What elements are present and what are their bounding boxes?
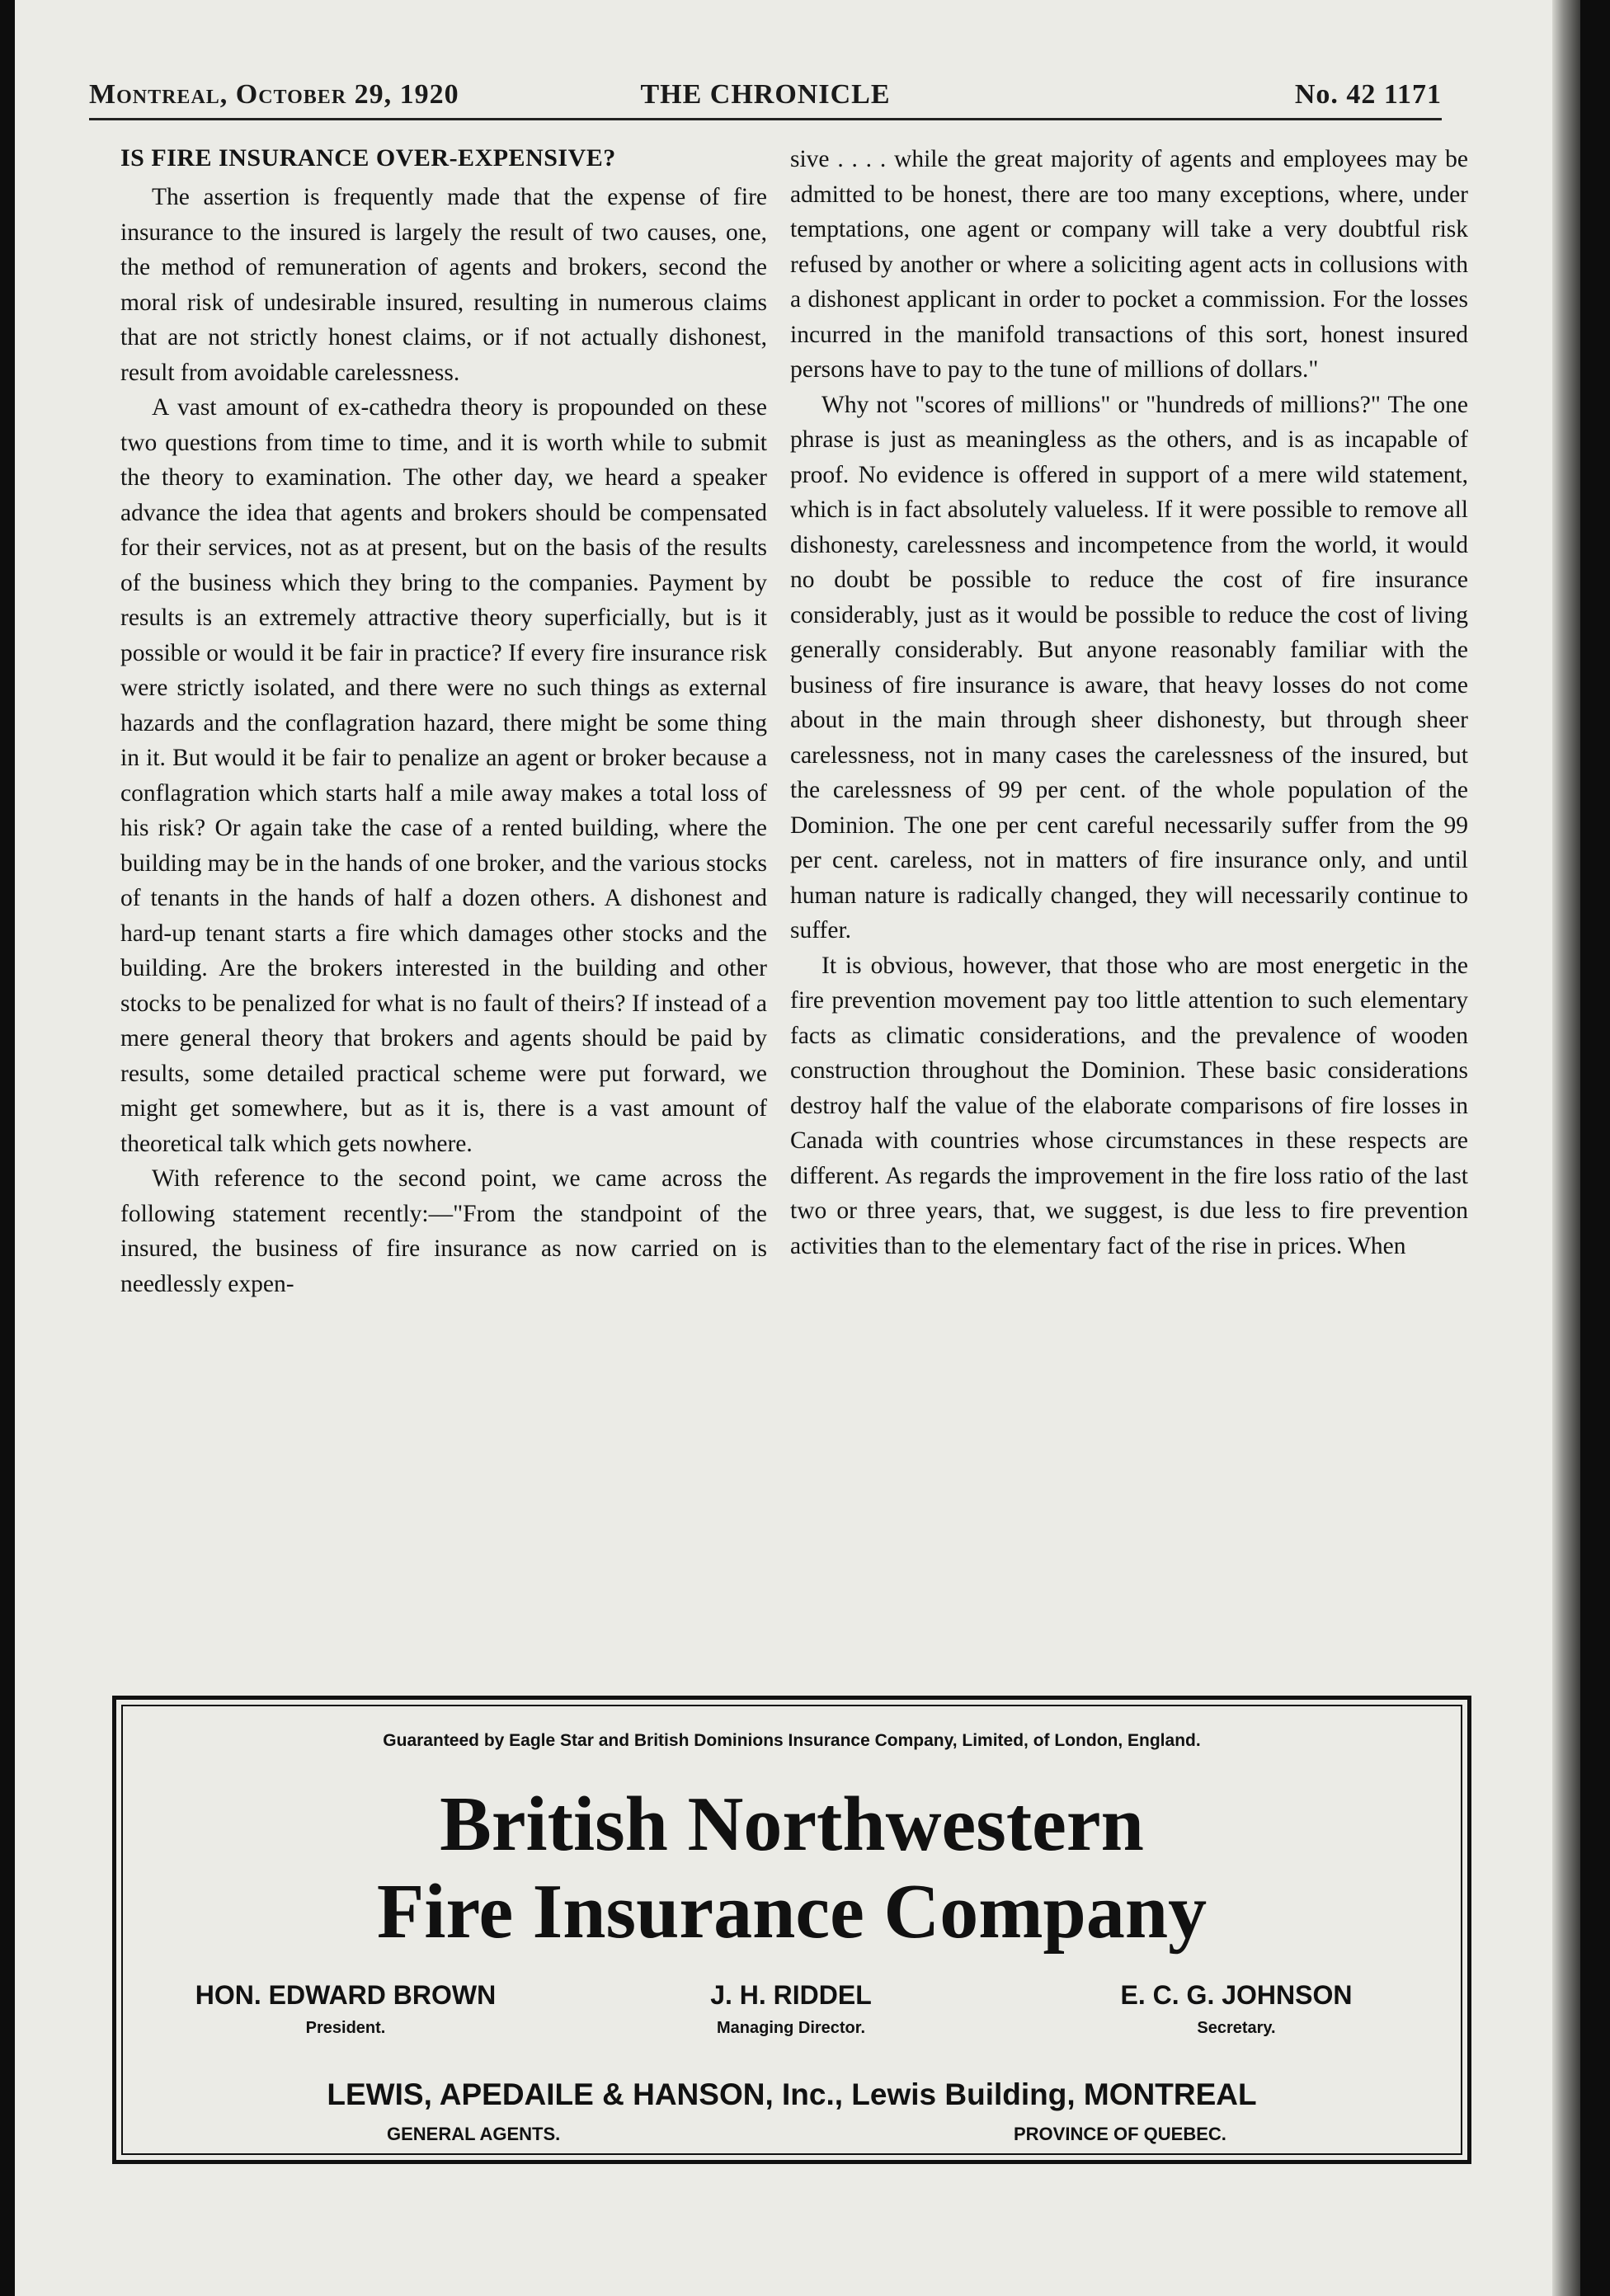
article-title: IS FIRE INSURANCE OVER-EXPENSIVE? (120, 144, 616, 172)
ad-officer-managing-director (618, 1980, 964, 2038)
page-binding-edge (1552, 0, 1580, 2296)
ad-officer-secretary (1063, 1980, 1410, 2038)
ad-general-agents-line: LEWIS, APEDAILE & HANSON, Inc., Lewis Building, MONTREAL (327, 2077, 1257, 2111)
insurance-advertisement (112, 1696, 1471, 2164)
officer-name: J. H. RIDDEL (710, 1980, 872, 2010)
article-column-left (120, 142, 767, 1301)
ad-province-label: PROVINCE OF QUEBEC. (1014, 2124, 1226, 2144)
ad-company-name-line2: Fire Insurance Company (376, 1869, 1208, 1955)
publication-title: THE CHRONICLE (640, 79, 891, 110)
article-paragraph-continued: sive . . . . while the great majority of agents and employees may be admitted to be honest, there are too many exceptions, where, under temptations, one agent or company will take a very doubtful risk refused by another or where a soliciting agent acts in collusions with a dishonest applicant in order to pocket a commission. For the losses incurred in the manifold transactions of this sort, honest insured persons have to pay to the tune of millions of dollars." (790, 146, 1468, 383)
advertisement-inner-border (121, 1705, 1462, 2155)
ad-guarantee-line: Guaranteed by Eagle Star and British Dominions Insurance Company, Limited, of London, England. (383, 1731, 1201, 1750)
officer-title: President. (305, 2019, 386, 2037)
article-paragraph: Why not "scores of millions" or "hundreds of millions?" The one phrase is just as meaningless as the others, and is as incapable of proof. No evidence is offered in support of a mere wild statement, which is in fact absolutely valueless. If it were possible to remove all dishonesty, carelessness and incompetence from the world, it would no doubt be possible to reduce the cost of fire insurance considerably, just as it would be possible to reduce the cost of living generally considerably. But anyone reasonably familiar with the business of fire insurance is aware, that heavy losses do not come about in the main through sheer dishonesty, but through sheer carelessness, not in many cases the carelessness of the insured, but the carelessness of 99 per cent. of the whole population of the Dominion. The one per cent careful necessarily suffer from the 99 per cent. careless, not in matters of fire insurance only, and until human nature is radically changed, they will necessarily continue to suffer. (790, 391, 1468, 943)
ad-general-agents-label: GENERAL AGENTS. (387, 2124, 561, 2144)
issue-page-number: No. 42 1171 (1294, 79, 1442, 110)
article-paragraph: A vast amount of ex-cathedra theory is propounded on these two questions from time to time, and it is worth while to submit the theory to examination. The other day, we heard a speaker advance the idea that agents and brokers should be compensated for their services, not as at present, but on the basis of the results of the business which they bring to the companies. Payment by results is an extremely attractive theory superficially, but is it possible or would it be fair in practice? If every fire insurance risk were strictly isolated, and there were no such things as external hazards and the conflagration hazard, there might be some thing in it. But would it be fair to penalize an agent or broker because a conflagration which starts half a mile away makes a total loss of his risk? Or again take the case of a rented building, where the building may be in the hands of one broker, and the various stocks of tenants in the hands of half a dozen others. A dishonest and hard-up tenant starts a fire which damages other stocks and the building. Are the brokers interested in the building and other stocks to be penalized for what is no fault of theirs? If instead of a mere general theory that brokers and agents should be paid by results, some detailed practical scheme were put forward, we might get somewhere, but as it is, there is a vast amount of theoretical talk which gets nowhere. (120, 394, 767, 1157)
article-paragraph: With reference to the second point, we came across the following statement recently:—"From the standpoint of the insured, the business of fire insurance as now carried on is needlessly expen- (120, 1165, 767, 1297)
header-rule (89, 118, 1442, 120)
ad-officer-president (172, 1980, 519, 2038)
article-column-right (790, 142, 1468, 1263)
header-dateline: Montreal, October 29, 1920 (89, 79, 459, 110)
ad-company-name (123, 1781, 1461, 1955)
page-header (89, 74, 1442, 120)
officer-name: HON. EDWARD BROWN (195, 1980, 497, 2010)
ad-company-name-line1: British Northwestern (440, 1781, 1144, 1867)
officer-name: E. C. G. JOHNSON (1120, 1980, 1353, 2010)
newspaper-page (15, 0, 1580, 2296)
article-paragraph: The assertion is frequently made that the expense of fire insurance to the insured is largely the result of two causes, one, the method of remuneration of agents and brokers, second the moral risk of undesirable insured, resulting in numerous claims that are not strictly honest claims, or if not actually dishonest, result from avoidable carelessness. (120, 184, 767, 386)
article-paragraph: It is obvious, however, that those who are most energetic in the fire prevention movement pay too little attention to such elementary facts as climatic considerations, and the prevalence of wooden construction throughout the Dominion. These basic considerations destroy half the value of the elaborate comparisons of fire losses in Canada with countries whose circumstances in these respects are different. As regards the improvement in the fire loss ratio of the last two or three years, that, we suggest, is due less to fire prevention activities than to the elementary fact of the rise in prices. When (790, 952, 1468, 1259)
officer-title: Secretary. (1197, 2019, 1276, 2037)
officer-title: Managing Director. (716, 2019, 866, 2037)
